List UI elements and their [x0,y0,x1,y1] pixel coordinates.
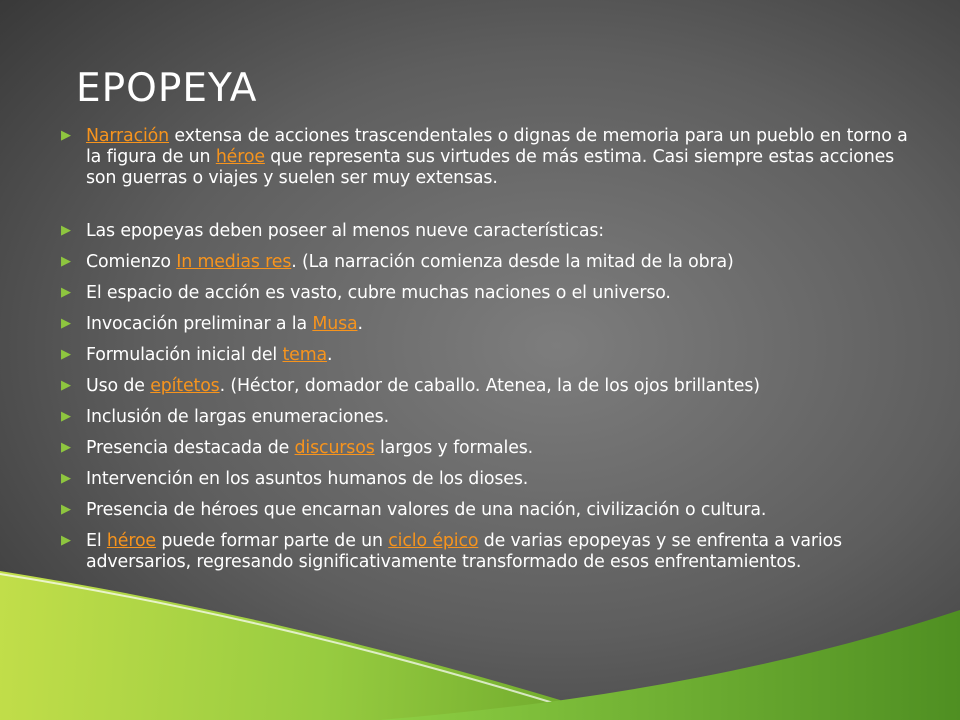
hyperlink[interactable]: tema [282,345,328,365]
triangle-right-icon: ▶ [61,347,71,362]
bullet-item [60,531,915,573]
bullet-item [60,252,915,273]
bullet-text: El espacio de acción es vasto, cubre muchas naciones o el universo. [86,283,671,303]
hyperlink[interactable]: ciclo épico [388,531,479,551]
bullet-text: Presencia destacada de [86,438,295,458]
bullet-item [60,438,915,459]
bullet-item [60,221,915,242]
bullet-item [60,126,915,189]
bullet-text: Comienzo [86,252,177,272]
triangle-right-icon: ▶ [61,128,71,143]
bullet-text: largos y formales. [374,438,534,458]
bullet-item [60,407,915,428]
bullet-text: que representa sus virtudes de más estima. Casi siempre estas acciones son guerras o viajes y suelen ser muy extensas. [86,147,895,188]
hyperlink[interactable]: epítetos [150,376,220,396]
bullet-list [60,126,915,583]
bullet-item [60,345,915,366]
hyperlink[interactable]: Narración [86,126,170,146]
bullet-text: Formulación inicial del [86,345,283,365]
triangle-right-icon: ▶ [61,533,71,548]
hyperlink[interactable]: héroe [106,531,156,551]
bullet-text: El [86,531,107,551]
triangle-right-icon: ▶ [61,378,71,393]
bullet-text: extensa de acciones trascendentales o dignas de memoria para un pueblo en torno a la figura de un [86,126,908,167]
triangle-right-icon: ▶ [61,285,71,300]
triangle-right-icon: ▶ [61,409,71,424]
hyperlink[interactable]: Musa [312,314,358,334]
triangle-right-icon: ▶ [61,223,71,238]
bullet-text: Las epopeyas deben poseer al menos nueve características: [86,221,604,241]
bullet-text: Invocación preliminar a la [86,314,313,334]
bullet-item [60,314,915,335]
bullet-text: Intervención en los asuntos humanos de los dioses. [86,469,529,489]
bullet-text: de varias epopeyas y se enfrenta a varios adversarios, regresando significativamente transformado de esos enfrentamientos. [86,531,842,572]
triangle-right-icon: ▶ [61,502,71,517]
swoosh-light [0,571,590,720]
hyperlink[interactable]: discursos [294,438,375,458]
bullet-text: . (Héctor, domador de caballo. Atenea, la de los ojos brillantes) [219,376,760,396]
triangle-right-icon: ▶ [61,471,71,486]
hyperlink[interactable]: In medias res [176,252,292,272]
bullet-item [60,469,915,490]
triangle-right-icon: ▶ [61,440,71,455]
triangle-right-icon: ▶ [61,316,71,331]
slide-title: EPOPEYA [76,66,258,111]
bullet-item [60,283,915,304]
triangle-right-icon: ▶ [61,254,71,269]
bullet-text: puede formar parte de un [155,531,389,551]
bullet-text: . [357,314,363,334]
bullet-text: Uso de [86,376,151,396]
hyperlink[interactable]: héroe [215,147,265,167]
bullet-item [60,376,915,397]
bullet-item [60,500,915,521]
bullet-text: . (La narración comienza desde la mitad de la obra) [291,252,734,272]
bullet-text: . [327,345,333,365]
bullet-text: Inclusión de largas enumeraciones. [86,407,389,427]
bullet-text: Presencia de héroes que encarnan valores de una nación, civilización o cultura. [86,500,767,520]
